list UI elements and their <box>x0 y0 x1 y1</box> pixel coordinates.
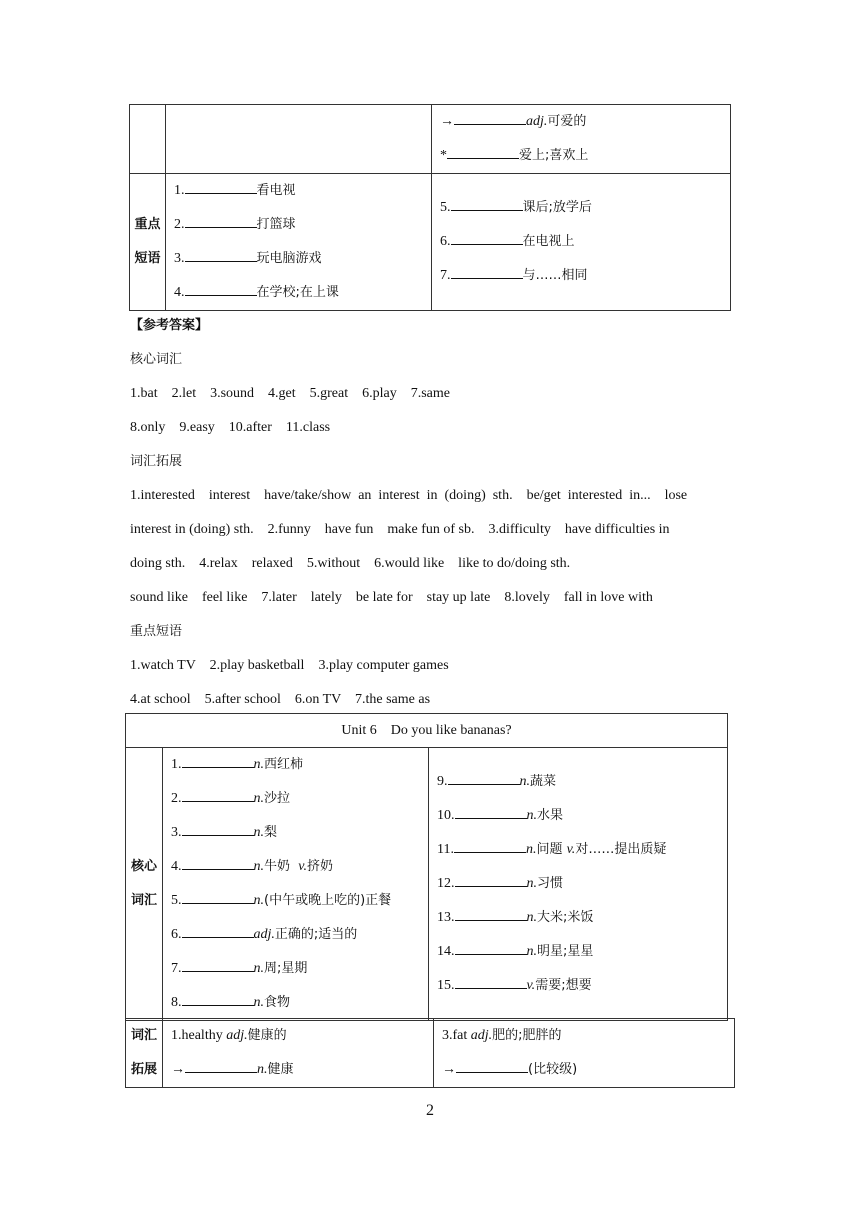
vocab-ext-answers-2: interest in (doing) sth. 2.funny have fun make fun of sb. 3.difficulty have difficulties in <box>130 522 670 537</box>
vocab-row: 6. adj.正确的;适当的 <box>171 918 428 952</box>
vocab-row: 1. n.西红柿 <box>171 748 428 782</box>
vocab-row: 7. n.周;星期 <box>171 952 428 986</box>
unit-title: Unit 6 Do you like bananas? <box>126 714 728 748</box>
vocab-ext-left-cell <box>163 1019 434 1088</box>
answer-title: 【参考答案】 <box>130 318 209 333</box>
fatter-row: → (比较级) <box>442 1053 734 1087</box>
phrase-row: 7. 与……相同 <box>440 259 730 293</box>
core-vocab-answers-1: 1.bat 2.let 3.sound 4.get 5.great 6.play 7.same <box>130 386 450 401</box>
vocab-ext-table-unit6 <box>125 1018 735 1088</box>
phrases-heading: 重点短语 <box>130 624 183 639</box>
phrases-answers-1: 1.watch TV 2.play basketball 3.play computer games <box>130 658 449 673</box>
phrases-left-cell <box>166 174 432 311</box>
vocab-row: 14. n.明星;星星 <box>437 935 727 969</box>
core-vocab-left-cell <box>163 748 429 1021</box>
phrase-row: 6. 在电视上 <box>440 225 730 259</box>
phrase-row: 3. 玩电脑游戏 <box>174 242 431 276</box>
phrase-row: 1. 看电视 <box>174 174 431 208</box>
phrases-category-cell: 重点 短语 <box>130 174 166 311</box>
healthy-row: 1.healthy adj.健康的 <box>171 1028 287 1043</box>
vocab-table-unit6 <box>125 713 728 1021</box>
vocab-row: 8. n.食物 <box>171 986 428 1020</box>
phrase-row: 5. 课后;放学后 <box>440 191 730 225</box>
empty-category-cell <box>130 105 166 174</box>
phrases-right-cell <box>432 174 731 311</box>
empty-left-cell <box>166 105 432 174</box>
vocab-row: 13. n.大米;米饭 <box>437 901 727 935</box>
vocab-row: 9. n.蔬菜 <box>437 765 727 799</box>
lovely-cell <box>432 105 731 174</box>
page-number: 2 <box>426 1102 434 1119</box>
lovely-row: → adj.可爱的 <box>440 105 730 139</box>
vocab-ext-answers-4: sound like feel like 7.later lately be late for stay up late 8.lovely fall in love with <box>130 590 653 605</box>
vocab-row: 4. n.牛奶 v.挤奶 <box>171 850 428 884</box>
fat-row: 3.fat adj.肥的;肥胖的 <box>442 1028 562 1043</box>
vocab-row: 12. n.习惯 <box>437 867 727 901</box>
vocab-ext-right-cell <box>434 1019 735 1088</box>
phrase-row: 2. 打篮球 <box>174 208 431 242</box>
vocab-row: 5. n.(中午或晚上吃的)正餐 <box>171 884 428 918</box>
fall-in-love-row: * 爱上;喜欢上 <box>440 139 730 173</box>
core-vocab-category-cell: 核心 词汇 <box>126 748 163 1021</box>
core-vocab-right-cell <box>429 748 728 1021</box>
vocab-row: 10. n.水果 <box>437 799 727 833</box>
vocab-ext-answers-1: 1.interested interest have/take/show an interest in (doing) sth. be/get interested in... lose <box>130 488 688 503</box>
health-row: → n.健康 <box>171 1053 433 1087</box>
vocab-row: 11. n.问题 v.对……提出质疑 <box>437 833 727 867</box>
vocab-ext-heading: 词汇拓展 <box>130 454 183 469</box>
core-vocab-answers-2: 8.only 9.easy 10.after 11.class <box>130 420 331 435</box>
vocab-row: 15. v.需要;想要 <box>437 969 727 1003</box>
core-vocab-heading: 核心词汇 <box>130 352 183 367</box>
vocab-table-unit5-tail <box>129 104 731 311</box>
phrase-row: 4. 在学校;在上课 <box>174 276 431 310</box>
phrases-answers-2: 4.at school 5.after school 6.on TV 7.the same as <box>130 692 431 707</box>
vocab-row: 3. n.梨 <box>171 816 428 850</box>
vocab-ext-answers-3: doing sth. 4.relax relaxed 5.without 6.would like like to do/doing sth. <box>130 556 571 571</box>
vocab-ext-category-cell: 词汇 拓展 <box>126 1019 163 1088</box>
vocab-row: 2. n.沙拉 <box>171 782 428 816</box>
